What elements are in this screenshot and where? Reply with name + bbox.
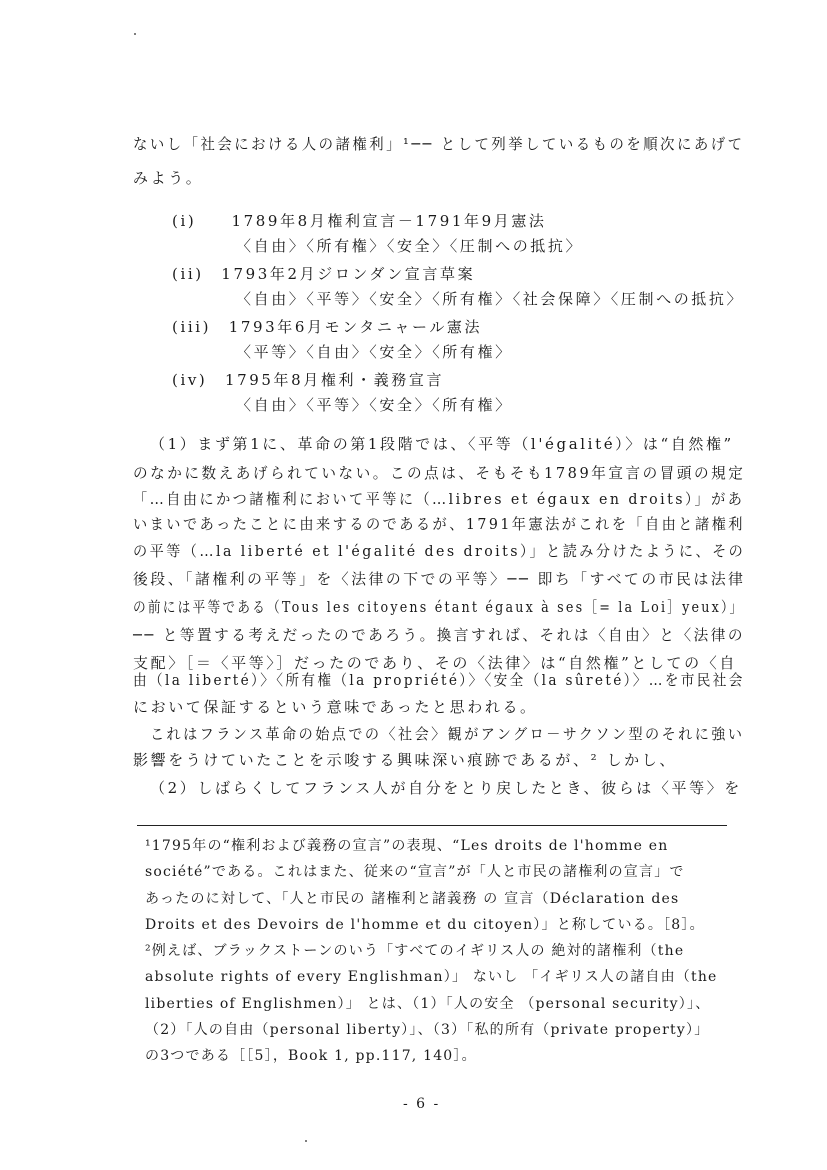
footnote-line: ²例えば、ブラックストーンのいう「すべてのイギリス人の 絶対的諸権利（the [145,943,685,959]
intro-line-1: ないし「社会における人の諸権利」¹── として列挙しているものを順次にあげて [133,135,745,153]
list-item-body-3: 〈平等〉〈自由〉〈安全〉〈所有権〉 [236,343,513,361]
scan-speck [305,1140,307,1142]
paragraph-2-line: これはフランス革命の始点での〈社会〉観がアングロ－サクソン型のそれに強い [150,725,745,743]
list-item-body-1: 〈自由〉〈所有権〉〈安全〉〈圧制への抵抗〉 [236,237,584,255]
paragraph-1-line: ── と等置する考えだったのであろう。換言すれば、それは〈自由〉と〈法律の [133,626,746,644]
paragraph-1-line: において保証するという意味であったと思われる。 [133,698,538,716]
footnote-line: absolute rights of every Englishman）」 ないし 「イギリス人の諸自由（the [145,969,718,985]
footnote-line: あったのに対して、「人と市民の 諸権利と諸義務 の 宣言（Déclaration des [145,891,680,907]
footnote-line: ¹1795年の“権利および義務の宣言”の表現、“Les droits de l'homme en [145,838,669,854]
paragraph-1-line: 由（la liberté）〉〈所有権（la propriété）〉〈安全（la sûreté）〉…を市民社会 [133,671,745,689]
list-item-head-2: (ii) 1793年2月ジロンダン宣言草案 [172,265,476,283]
list-item-body-2: 〈自由〉〈平等〉〈安全〉〈所有権〉〈社会保障〉〈圧制への抵抗〉 [236,290,745,308]
paragraph-1-line: のなかに数えあげられていない。この点は、そもそも1789年宣言の冒頭の規定 [133,464,746,482]
list-item-head-4: (iv) 1795年8月権利・義務宣言 [172,371,445,389]
paragraph-2-line: 影響をうけていたことを示唆する興味深い痕跡であるが、² しかし、 [133,751,677,769]
paragraph-1-line: 後段、「諸権利の平等」を〈法律の下での平等〉── 即ち「すべての市民は法律 [133,570,746,588]
footnote-separator [137,825,727,826]
paragraph-1-line: の平等（…la liberté et l'égalité des droits）」と読み分けたように、その [133,542,746,560]
footnote-line: société”である。これはまた、従来の“宣言”が「人と市民の諸権利の宣言」で [145,864,685,880]
footnote-line: の3つである［［5］，Book 1, pp.117, 140］。 [145,1048,477,1064]
paragraph-1-line: いまいであったことに由来するのであるが、1791年憲法がこれを「自由と諸権利 [133,515,745,533]
footnote-line: Droits et des Devoirs de l'homme et du citoyen）」と称している。［8］。 [145,917,705,933]
intro-line-2: みよう。 [133,169,204,187]
list-item-head-3: (iii) 1793年6月モンタニャール憲法 [172,318,483,336]
paragraph-3-line: （2）しばらくしてフランス人が自分をとり戻したとき、彼らは〈平等〉を [150,779,742,797]
paragraph-1-line: 「…自由にかつ諸権利において平等に（…libres et égaux en droits）」があ [133,490,745,508]
footnote-line: （2）「人の自由（personal liberty）」、（3）「私的所有（private property）」 [145,1022,710,1038]
paragraph-1-line: （1）まず第1に、革命の第1段階では、〈平等（l'égalité）〉は“自然権” [150,435,734,453]
scan-speck [134,33,136,35]
paragraph-1-line: 支配〉［＝〈平等〉］だったのであり、その〈法律〉は“自然権”としての〈自 [133,654,737,672]
footnote-line: liberties of Englishmen）」 とは、（1）「人の安全 （personal security）」、 [145,996,711,1012]
page-number: - 6 - [403,1096,441,1112]
list-item-head-1: (i) 1789年8月権利宣言－1791年9月憲法 [172,212,547,230]
list-item-body-4: 〈自由〉〈平等〉〈安全〉〈所有権〉 [236,396,513,414]
paragraph-1-line: の前には平等である（Tous les citoyens étant égaux à ses［= la Loi］yeux）」 [133,598,745,616]
